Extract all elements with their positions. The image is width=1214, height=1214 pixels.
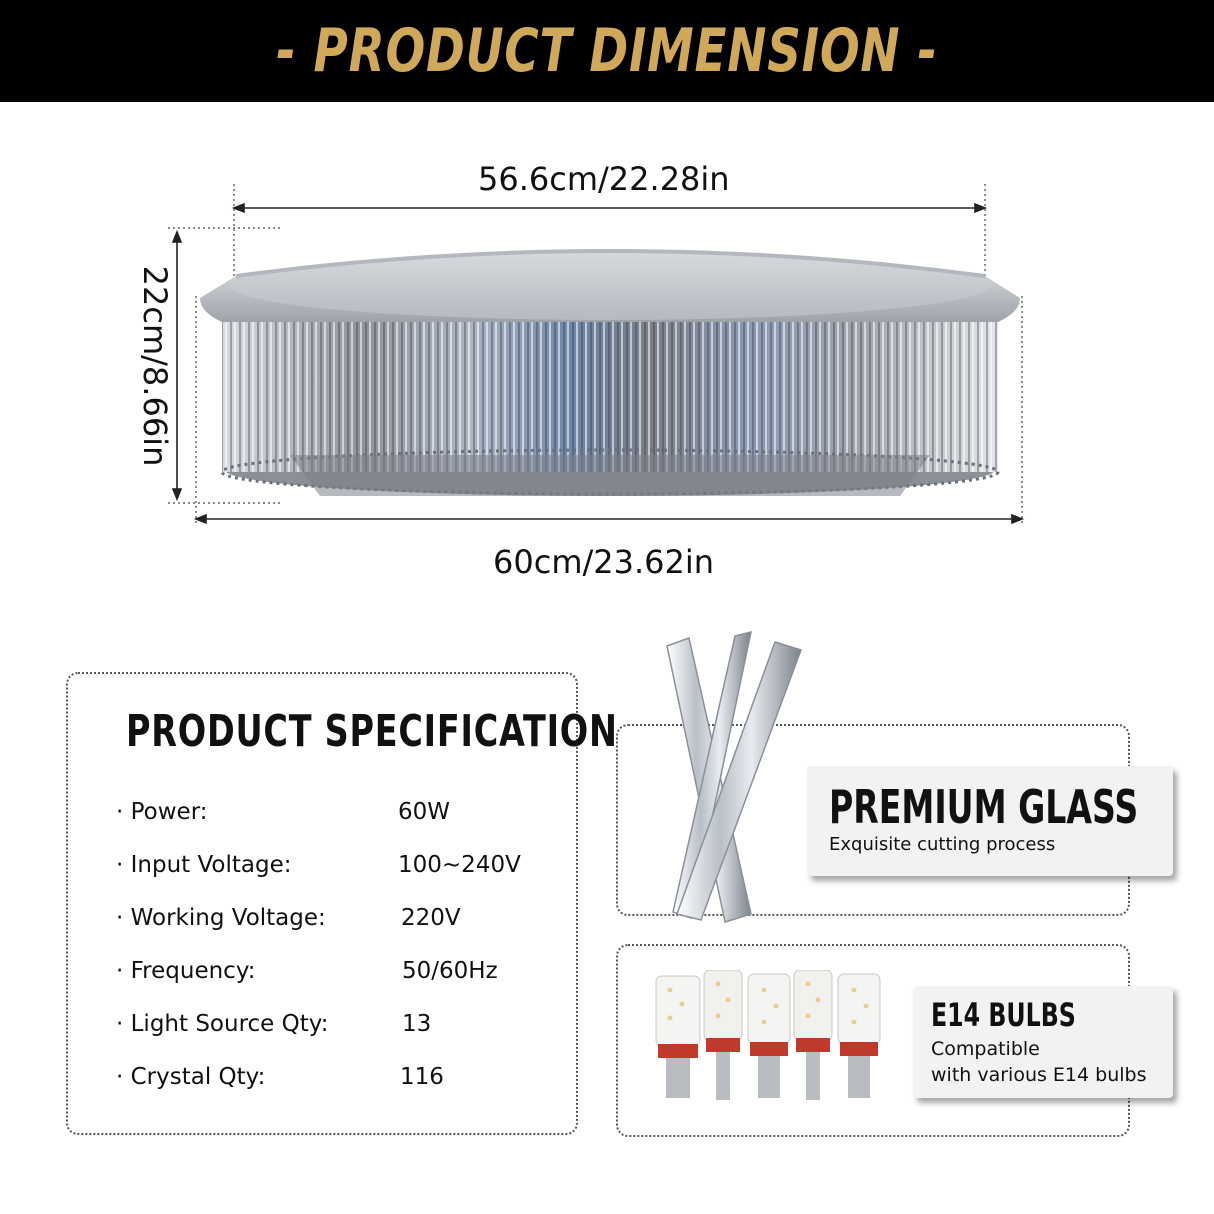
e14-bulbs-line2: with various E14 bulbs (931, 1064, 1147, 1086)
spec-value: 60W (398, 799, 451, 825)
spec-value: 13 (402, 1011, 432, 1037)
specification-title: PRODUCT SPECIFICATION (126, 706, 618, 757)
bottom-width-label: 60cm/23.62in (493, 543, 715, 581)
banner-title: - PRODUCT DIMENSION - (276, 16, 938, 86)
e14-bulbs-icon (652, 970, 892, 1110)
spec-label: · Power: (116, 799, 208, 825)
bulb (748, 974, 790, 1098)
bulb (704, 970, 742, 1100)
top-width-label: 56.6cm/22.28in (478, 160, 730, 198)
chandelier-image (200, 249, 1020, 496)
spec-value: 116 (400, 1064, 444, 1090)
e14-bulbs-card (913, 986, 1173, 1098)
spec-value: 50/60Hz (402, 958, 498, 984)
e14-bulbs-title: E14 BULBS (931, 996, 1076, 1034)
spec-label: · Light Source Qty: (116, 1011, 329, 1037)
spec-label: · Crystal Qty: (116, 1064, 266, 1090)
specification-panel (66, 672, 618, 1135)
spec-value: 100~240V (398, 852, 521, 878)
bulb (656, 976, 700, 1098)
premium-glass-subtitle: Exquisite cutting process (829, 834, 1056, 855)
spec-label: · Frequency: (116, 958, 256, 984)
bulb (794, 970, 832, 1100)
premium-glass-card (807, 766, 1173, 876)
spec-value: 220V (401, 905, 461, 931)
premium-glass-title: PREMIUM GLASS (829, 780, 1139, 834)
chandelier-dimension-diagram (0, 0, 1214, 600)
spec-label: · Input Voltage: (116, 852, 292, 878)
height-label: 22cm/8.66in (136, 265, 174, 467)
e14-bulbs-line1: Compatible (931, 1038, 1040, 1060)
spec-label: · Working Voltage: (116, 905, 326, 931)
bulb (838, 974, 880, 1098)
